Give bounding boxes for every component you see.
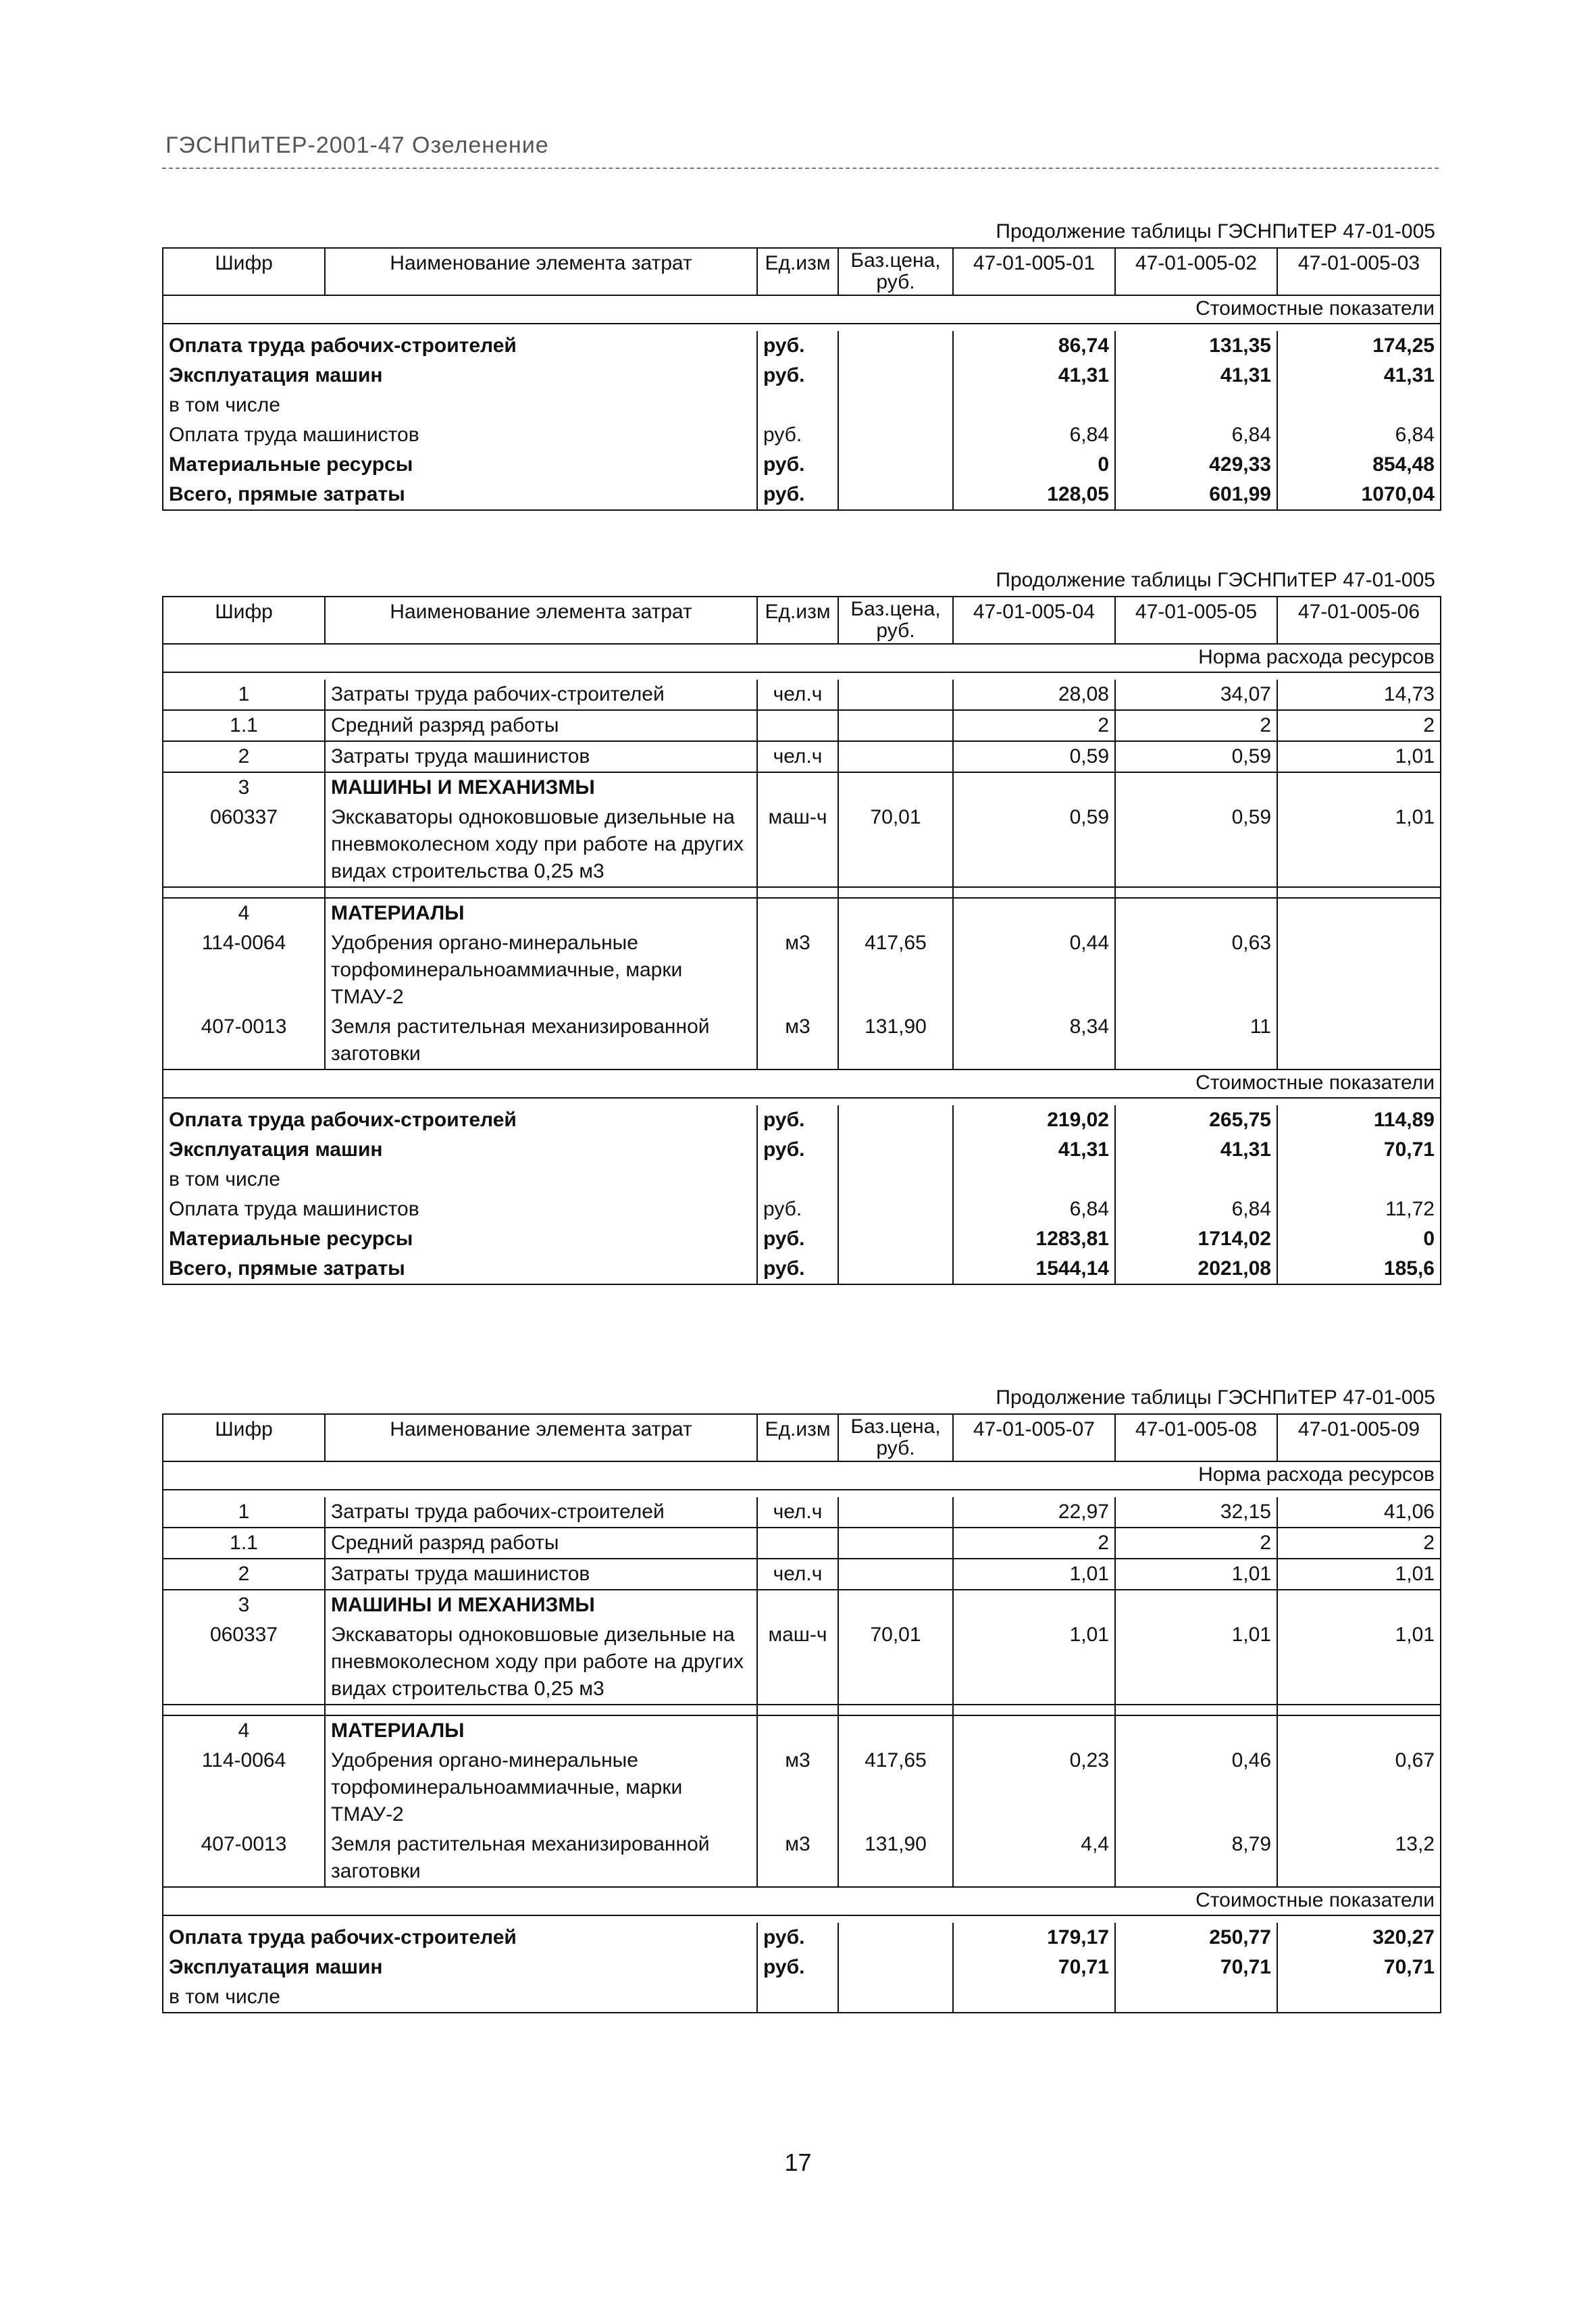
col-code-5: 47-01-005-05 (1115, 597, 1277, 644)
table-row: 407-0013 Земля растительная механизированной заготовки м3 131,90 4,4 8,79 13,2 (163, 1830, 1441, 1887)
section-cost: Стоимостные показатели (163, 1070, 1441, 1098)
col-code-3: 47-01-005-03 (1277, 248, 1441, 295)
table-3 (162, 1413, 1441, 2013)
table-row: 3 МАШИНЫ И МЕХАНИЗМЫ (163, 1590, 1441, 1620)
header-rule (162, 168, 1439, 169)
col-code-6: 47-01-005-06 (1277, 597, 1441, 644)
table-row: Оплата труда рабочих-строителей руб. 179,17 250,77 320,27 (163, 1923, 1441, 1953)
table-row: 3 МАШИНЫ И МЕХАНИЗМЫ (163, 772, 1441, 803)
col-unit: Ед.изм (757, 248, 838, 295)
table-row: Всего, прямые затраты руб. 1544,14 2021,08 185,6 (163, 1254, 1441, 1284)
col-name: Наименование элемента затрат (325, 248, 757, 295)
table-row: 4 МАТЕРИАЛЫ (163, 898, 1441, 928)
table-row: Эксплуатация машин руб. 70,71 70,71 70,71 (163, 1953, 1441, 1982)
col-price: Баз.цена, руб. (838, 597, 953, 644)
table-row: в том числе (163, 1982, 1441, 2013)
table-row: в том числе (163, 391, 1441, 420)
col-price: Баз.цена, руб. (838, 248, 953, 295)
table-1 (162, 247, 1441, 511)
table-row: Оплата труда машинистов руб. 6,84 6,84 6,84 (163, 420, 1441, 450)
table-row: 2 Затраты труда машинистов чел.ч 1,01 1,01 1,01 (163, 1559, 1441, 1590)
col-shifr: Шифр (163, 597, 325, 644)
col-code-8: 47-01-005-08 (1115, 1414, 1277, 1461)
table-row: Эксплуатация машин руб. 41,31 41,31 70,71 (163, 1135, 1441, 1165)
table-row: Оплата труда машинистов руб. 6,84 6,84 11,72 (163, 1194, 1441, 1224)
col-price: Баз.цена, руб. (838, 1414, 953, 1461)
table-row: Материальные ресурсы руб. 1283,81 1714,02 0 (163, 1224, 1441, 1254)
table-2 (162, 596, 1441, 1285)
page-header: ГЭСНПиТЕР-2001-47 Озеленение (165, 132, 549, 158)
table-row: 060337 Экскаваторы одноковшовые дизельные на пневмоколесном ходу при работе на других видах строительства 0,25 м3 маш-ч 70,01 1,01 1,01 1,01 (163, 1620, 1441, 1705)
page-number: 17 (784, 2148, 812, 2176)
table-1-caption: Продолжение таблицы ГЭСНПиТЕР 47-01-005 (996, 220, 1435, 243)
table-row: Эксплуатация машин руб. 41,31 41,31 41,31 (163, 361, 1441, 391)
table-2-caption: Продолжение таблицы ГЭСНПиТЕР 47-01-005 (996, 569, 1435, 591)
table-row: 114-0064 Удобрения органо-минеральные торфоминеральноаммиачные, марки ТМАУ-2 м3 417,65 0,23 0,46 0,67 (163, 1746, 1441, 1830)
table-row: 1 Затраты труда рабочих-строителей чел.ч 28,08 34,07 14,73 (163, 680, 1441, 710)
table-row: 1.1 Средний разряд работы 2 2 2 (163, 1528, 1441, 1559)
col-unit: Ед.изм (757, 1414, 838, 1461)
col-code-2: 47-01-005-02 (1115, 248, 1277, 295)
table-row: в том числе (163, 1165, 1441, 1194)
table-row: 1 Затраты труда рабочих-строителей чел.ч 22,97 32,15 41,06 (163, 1497, 1441, 1528)
col-shifr: Шифр (163, 248, 325, 295)
table-row: 1.1 Средний разряд работы 2 2 2 (163, 710, 1441, 741)
section-norm: Норма расхода ресурсов (163, 644, 1441, 672)
table-3-caption: Продолжение таблицы ГЭСНПиТЕР 47-01-005 (996, 1386, 1435, 1409)
table-row: 2 Затраты труда машинистов чел.ч 0,59 0,59 1,01 (163, 741, 1441, 772)
col-name: Наименование элемента затрат (325, 1414, 757, 1461)
table-row: Оплата труда рабочих-строителей руб. 86,74 131,35 174,25 (163, 331, 1441, 361)
table-row: 407-0013 Земля растительная механизированной заготовки м3 131,90 8,34 11 (163, 1012, 1441, 1070)
section-cost: Стоимостные показатели (163, 295, 1441, 324)
col-name: Наименование элемента затрат (325, 597, 757, 644)
table-row: 4 МАТЕРИАЛЫ (163, 1715, 1441, 1746)
table-row: Материальные ресурсы руб. 0 429,33 854,48 (163, 450, 1441, 480)
col-code-4: 47-01-005-04 (953, 597, 1115, 644)
col-code-1: 47-01-005-01 (953, 248, 1115, 295)
table-row: Всего, прямые затраты руб. 128,05 601,99 1070,04 (163, 480, 1441, 510)
col-code-7: 47-01-005-07 (953, 1414, 1115, 1461)
section-cost: Стоимостные показатели (163, 1887, 1441, 1915)
section-norm: Норма расхода ресурсов (163, 1461, 1441, 1490)
table-row: 060337 Экскаваторы одноковшовые дизельные на пневмоколесном ходу при работе на других видах строительства 0,25 м3 маш-ч 70,01 0,59 0,59 1,01 (163, 803, 1441, 887)
table-row: 114-0064 Удобрения органо-минеральные торфоминеральноаммиачные, марки ТМАУ-2 м3 417,65 0,44 0,63 (163, 928, 1441, 1012)
col-unit: Ед.изм (757, 597, 838, 644)
table-row: Оплата труда рабочих-строителей руб. 219,02 265,75 114,89 (163, 1105, 1441, 1135)
col-shifr: Шифр (163, 1414, 325, 1461)
col-code-9: 47-01-005-09 (1277, 1414, 1441, 1461)
